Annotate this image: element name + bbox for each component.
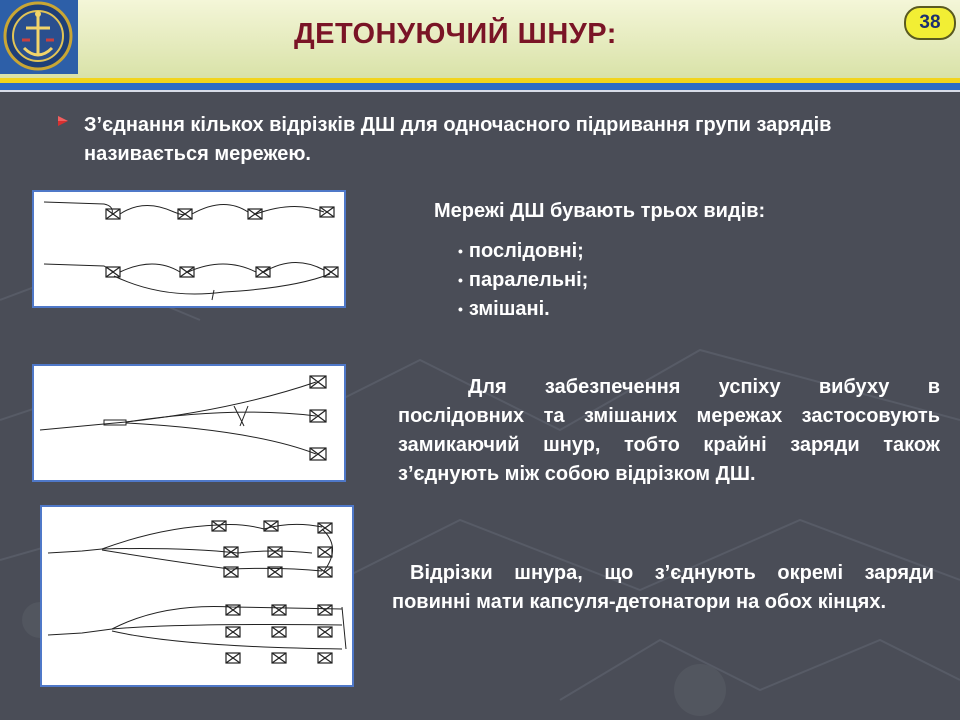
diagram-series-network [32,190,346,308]
detonators-paragraph: Відрізки шнура, що з’єднують окремі заряди повинні мати капсуля-детонатори на обох кінцях. [392,562,934,613]
page-number-badge: 38 [904,6,956,40]
list-item-label: послідовні; [468,240,584,262]
page-title: ДЕТОНУЮЧИЙ ШНУР: [294,18,617,50]
list-item [458,237,588,266]
diagram-parallel-network [32,364,346,482]
emblem-logo [0,0,78,74]
bullet-dot-icon: • [458,243,463,259]
list-item-label: змішані. [468,298,550,320]
header-bar [0,0,960,78]
bullet-dot-icon: • [458,301,463,317]
list-item [458,295,588,324]
diagram-mixed-network [40,505,354,687]
stripe-blue [0,83,960,90]
list-item [458,266,588,295]
closing-cord-paragraph: Для забезпечення успіху вибуху в послідовних та змішаних мережах застосовують замикаючий шнур, тобто крайні заряди також з’єднують між собою відрізком ДШ. [398,376,940,485]
network-types-title: Мережі ДШ бувають трьох видів: [434,200,766,222]
network-types-list [458,237,588,324]
arrow-bullet-icon [56,114,70,128]
intro-text: З’єднання кількох відрізків ДШ для одночасного підривання групи зарядів називається мережею. [84,114,832,165]
stripe-white [0,90,960,92]
bullet-dot-icon: • [458,272,463,288]
list-item-label: паралельні; [468,269,589,291]
